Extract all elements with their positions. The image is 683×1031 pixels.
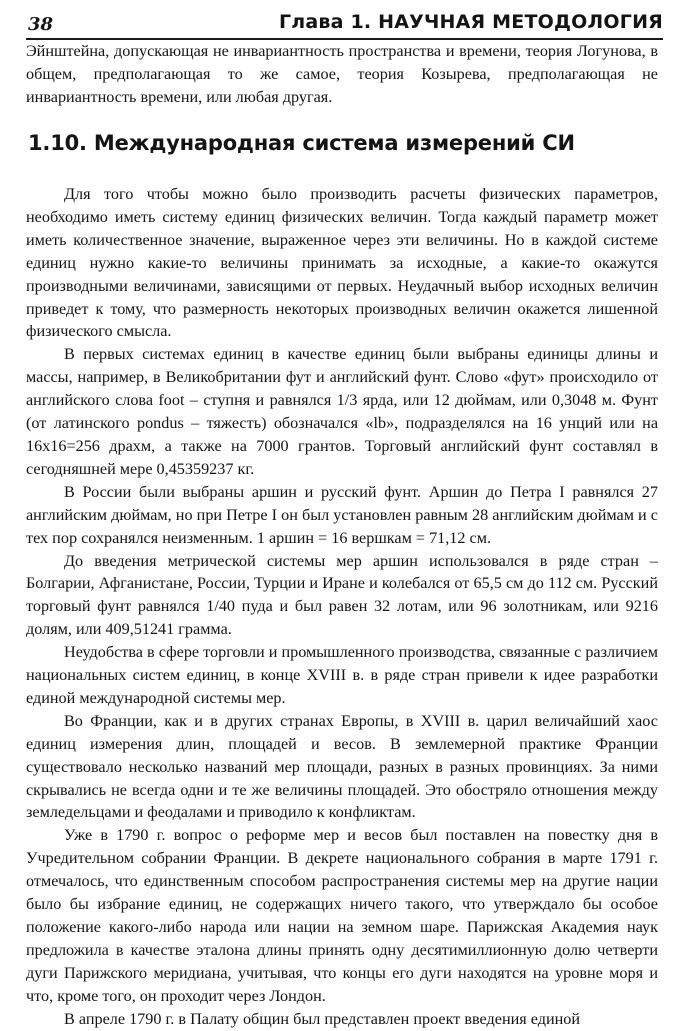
chapter-title: Глава 1. НАУЧНАЯ МЕТОДОЛОГИЯ (278, 11, 663, 33)
paragraph-3: В России были выбраны аршин и русский фунт. Аршин до Петра I равнялся 27 английским дюймам, но при Петре I он был установлен равным 28 английским дюймам и с тех пор сохранялся неизменным. 1 аршин = 16 вершкам = 71,12 см. (26, 482, 658, 547)
section-heading: 1.10. Международная система измерений СИ (28, 131, 575, 155)
intro-text-block (26, 40, 658, 109)
paragraph-7: Уже в 1790 г. вопрос о реформе мер и весов был поставлен на повестку дня в Учредительном собрании Франции. В декрете национального собрания в марте 1791 г. отмечалось, что единственным способом распространения системы мер на другие нации было бы избрание единиц, не содержащих ничего такого, что утверждало бы особое положение какого-либо народа или нации на земном шаре. Парижская Академия наук предложила в качестве эталона длины принять одну десятимиллионную долю четверти дуги Парижского меридиана, учитывая, что концы его дуги находятся на уровне моря и что, кроме того, он проходит через Лондон. (26, 826, 658, 1005)
paragraph-4: До введения метрической системы мер аршин использовался в ряде стран – Болгарии, Афганистане, России, Турции и Иране и колебался от 65,5 см до 112 см. Русский торговый фунт равнялся 1/40 пуда и был равен 32 лотам, или 96 золотникам, или 9216 долям, или 409,51241 грамма. (26, 551, 658, 639)
paragraph-6: Во Франции, как и в других странах Европы, в XVIII в. царил величайший хаос единиц измерения длин, площадей и весов. В землемерной практике Франции существовало несколько названий мер площади, разных в разных провинциях. За ними скрывались не всегда одни и те же величины площадей. Это обострялo отношения между земледельцами и феодалами и приводило к конфликтам. (26, 711, 658, 822)
paragraph-8: В апреле 1790 г. в Палату общин был представлен проект введения единой (64, 1009, 581, 1028)
intro-paragraph: Эйнштейна, допускающая не инвариантность пространства и времени, теория Логунова, в общем, предполагающая то же самое, теория Козырева, предполагающая не инвариантность времени, или любая другая. (26, 42, 658, 106)
section-body (26, 183, 658, 1031)
page-number: 38 (28, 14, 54, 35)
paragraph-1: Для того чтобы можно было производить расчеты физических параметров, необходимо иметь систему единиц физических величин. Тогда каждый параметр может иметь количественное значение, выраженное через эти величины. Но в каждой системе единиц нужно какие-то величины принимать за исходные, а какие-то окажутся производными величинами, зависящими от первых. Неудачный выбор исходных величин приведет к тому, что размерность некоторых производных величин окажется лишенной физического смысла. (26, 185, 658, 341)
paragraph-2: В первых системах единиц в качестве единиц были выбраны единицы длины и массы, например, в Великобритании фут и английский фунт. Слово «фут» происходило от английского слова foot – ступня и равнялся 1/3 ярда, или 12 дюймам, или 0,3048 м. Фунт (от латинского pondus – тяжесть) обозначался «lb», подразделялся на 16 унций или на 16х16=256 драхм, а также на 7000 грантов. Торговый английский фунт составлял в сегодняшней мере 0,45359237 кг. (26, 345, 658, 478)
running-header (26, 8, 663, 40)
paragraph-5: Неудобства в сфере торговли и промышленного производства, связанные с различием национальных систем единиц, в конце XVIII в. в ряде стран привели к идее разработки единой международной системы мер. (26, 643, 658, 707)
